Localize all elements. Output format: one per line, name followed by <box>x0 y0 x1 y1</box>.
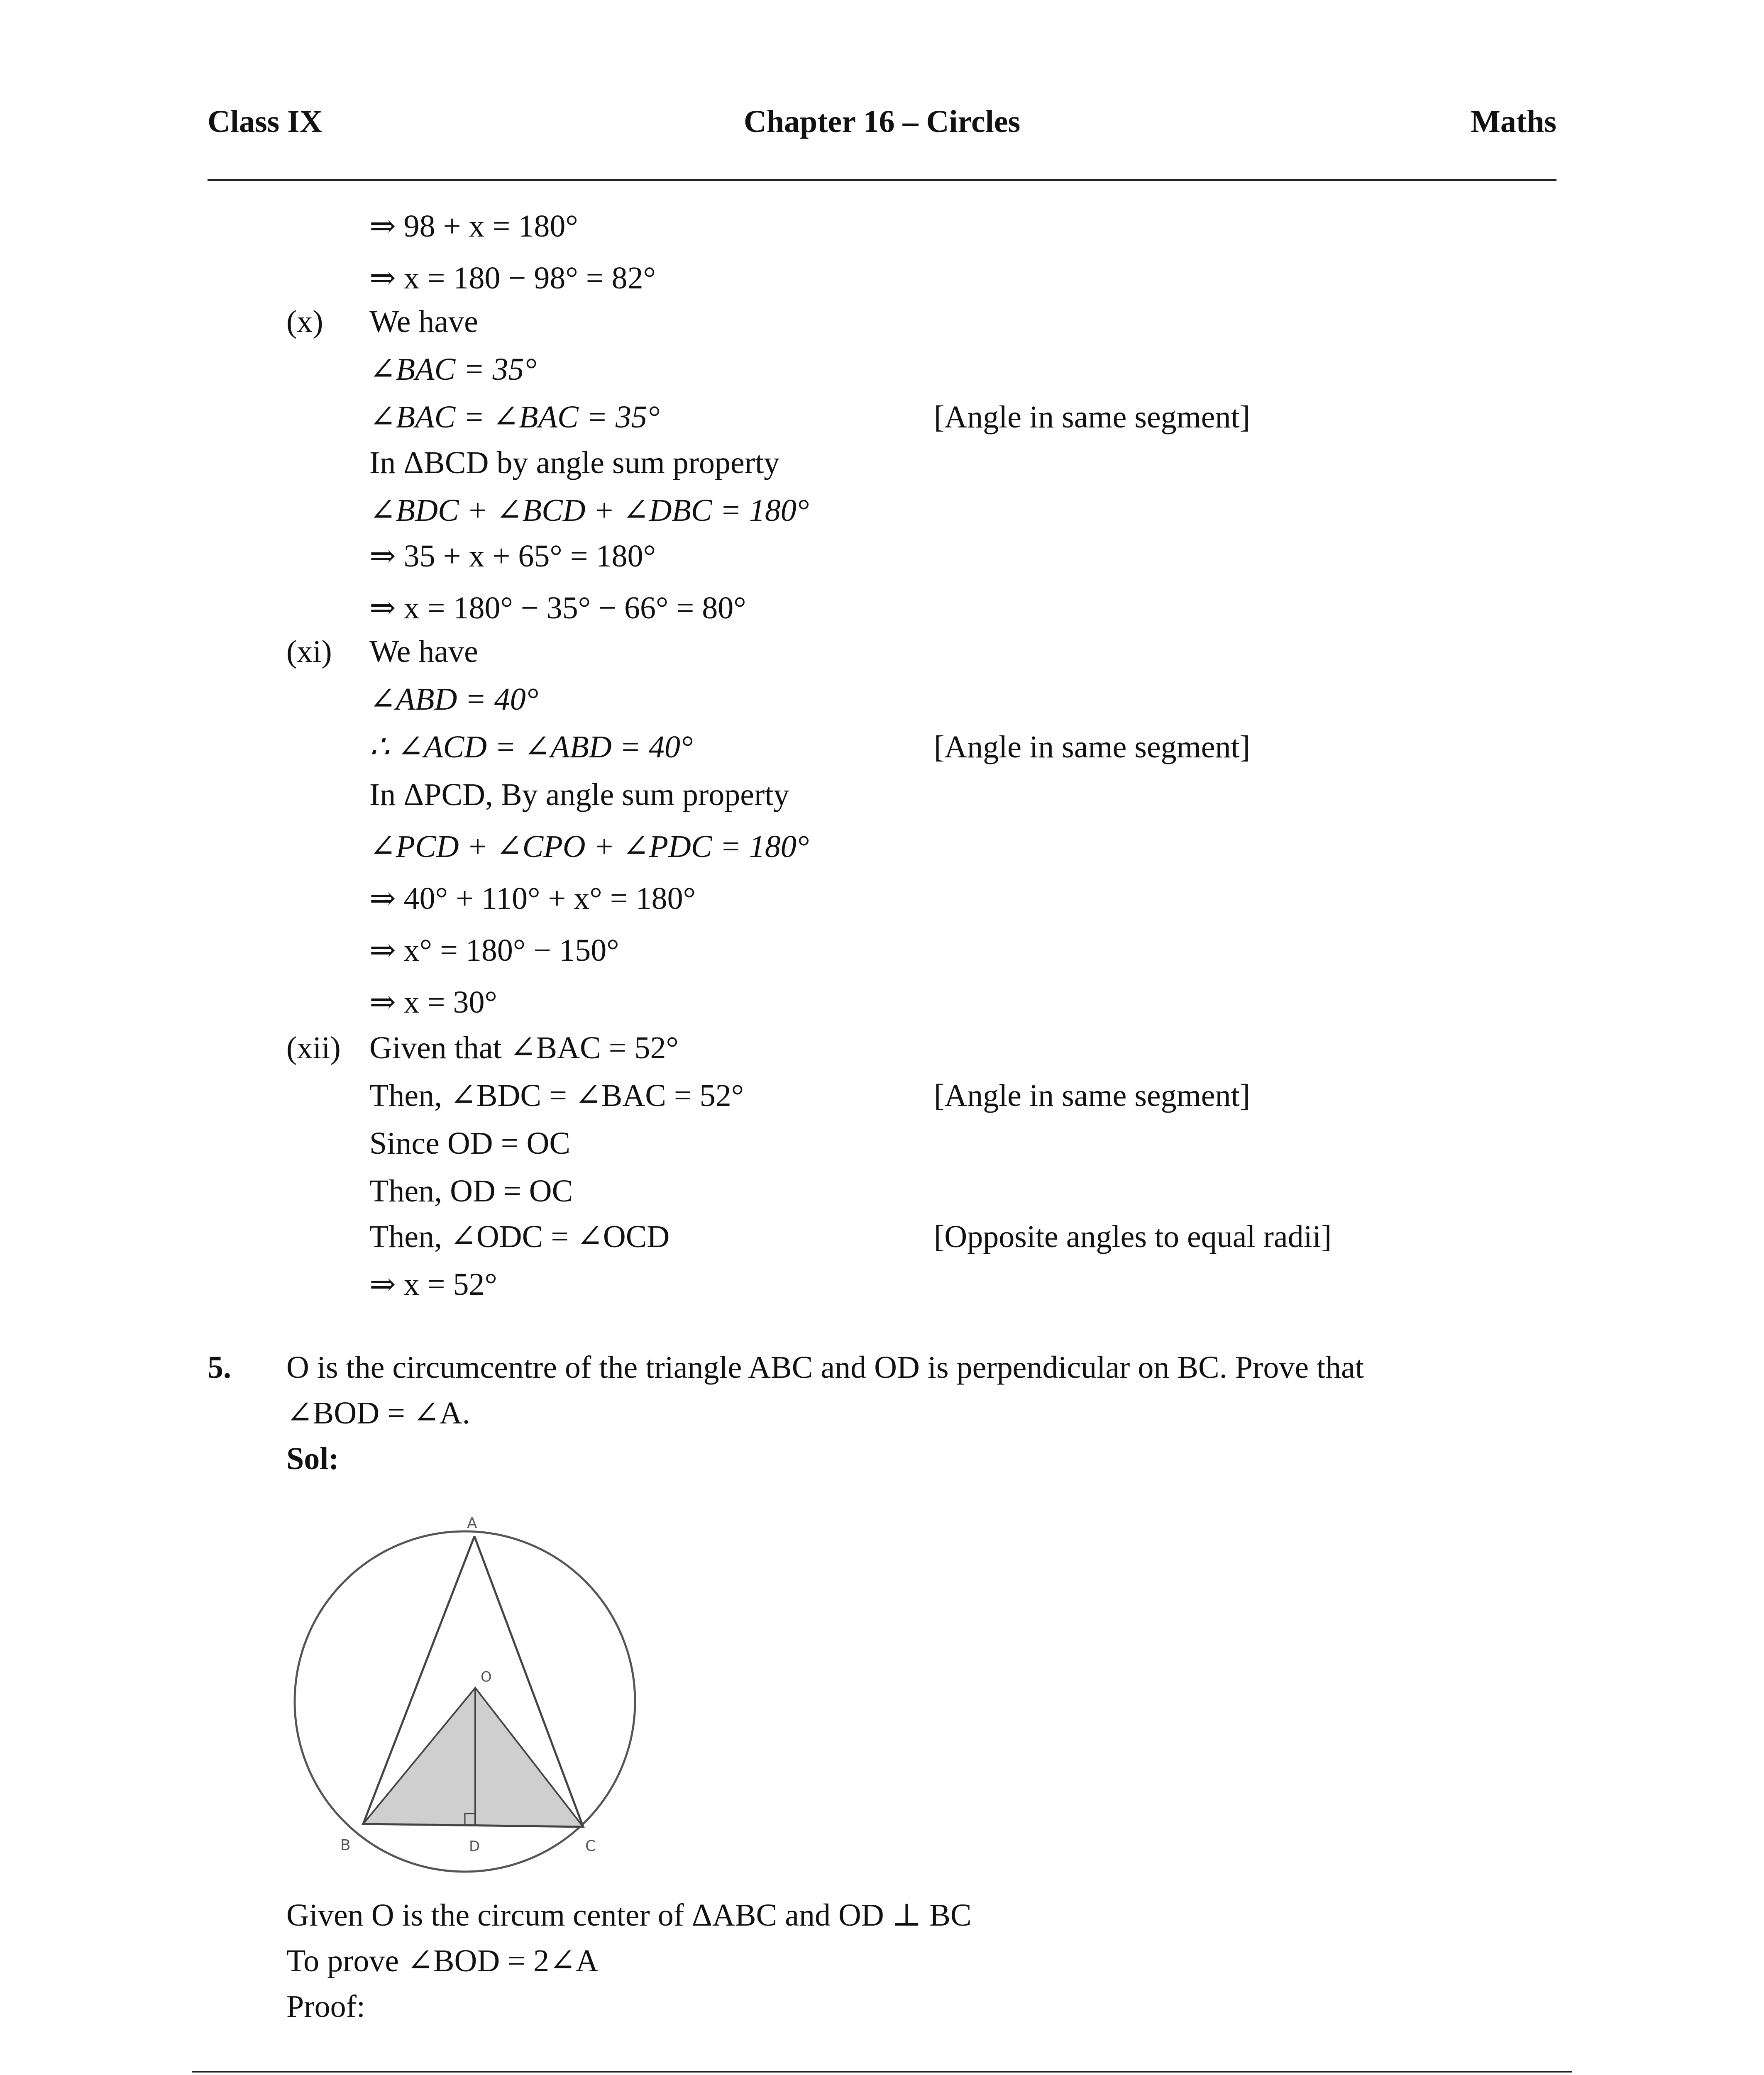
label-d: D <box>469 1838 480 1855</box>
shaded-triangle-boc <box>363 1688 583 1827</box>
reason-note: [Angle in same segment] <box>934 400 1250 435</box>
math-line: ⇒ x = 30° <box>369 985 497 1020</box>
given-line: Given O is the circum center of ΔABC and OD ⊥ BC <box>286 1898 972 1933</box>
label-b: B <box>340 1837 351 1854</box>
reason-note: [Opposite angles to equal radii] <box>934 1219 1332 1254</box>
part-label: (xi) <box>286 634 332 669</box>
text-line: Then, ∠BDC = ∠BAC = 52° <box>369 1078 744 1113</box>
text-line: Given that ∠BAC = 52° <box>369 1030 679 1065</box>
question-number: 5. <box>208 1350 231 1385</box>
to-prove-line: To prove ∠BOD = 2∠A <box>286 1943 599 1978</box>
reason-note: [Angle in same segment] <box>934 1078 1250 1113</box>
header-class: Class IX <box>208 104 323 139</box>
page-header <box>208 100 1556 149</box>
circle-triangle-diagram <box>291 1502 672 1884</box>
question-text: ∠BOD = ∠A. <box>286 1396 470 1431</box>
footer-divider <box>192 2071 1572 2073</box>
label-c: C <box>585 1838 596 1855</box>
math-line: ⇒ 40° + 110° + x° = 180° <box>369 881 696 916</box>
math-line: ⇒ x = 180 − 98° = 82° <box>369 261 656 295</box>
label-a: A <box>467 1515 477 1532</box>
header-chapter: Chapter 16 – Circles <box>743 104 1021 139</box>
math-line: ∠PCD + ∠CPO + ∠PDC = 180° <box>369 829 809 864</box>
text-line: Then, OD = OC <box>369 1174 573 1208</box>
header-subject: Maths <box>1471 104 1556 139</box>
math-line: ⇒ x° = 180° − 150° <box>369 933 619 968</box>
math-line: ∠BAC = ∠BAC = 35° <box>369 400 660 435</box>
text-line: Then, ∠ODC = ∠OCD <box>369 1219 670 1254</box>
proof-label: Proof: <box>286 1989 365 2024</box>
math-line: ∠BAC = 35° <box>369 352 537 387</box>
part-label: (xii) <box>286 1030 341 1065</box>
reason-note: [Angle in same segment] <box>934 730 1250 764</box>
math-line: ⇒ 35 + x + 65° = 180° <box>369 539 656 574</box>
math-line: ⇒ 98 + x = 180° <box>369 209 578 244</box>
label-o: O <box>481 1669 492 1685</box>
text-line: In ΔPCD, By angle sum property <box>369 777 789 812</box>
text-line: We have <box>369 634 478 669</box>
math-line: ∴ ∠ACD = ∠ABD = 40° <box>369 730 693 764</box>
part-label: (x) <box>286 304 323 339</box>
math-line: ∠ABD = 40° <box>369 682 539 717</box>
text-line: Since OD = OC <box>369 1126 571 1161</box>
solution-label: Sol: <box>286 1441 339 1476</box>
text-line: We have <box>369 304 478 339</box>
question-text: O is the circumcentre of the triangle ABC and OD is perpendicular on BC. Prove that <box>286 1350 1364 1385</box>
math-line: ⇒ x = 180° − 35° − 66° = 80° <box>369 591 746 625</box>
math-line: ∠BDC + ∠BCD + ∠DBC = 180° <box>369 493 809 528</box>
header-divider <box>208 179 1556 181</box>
math-line: ⇒ x = 52° <box>369 1267 497 1302</box>
text-line: In ΔBCD by angle sum property <box>369 445 780 480</box>
